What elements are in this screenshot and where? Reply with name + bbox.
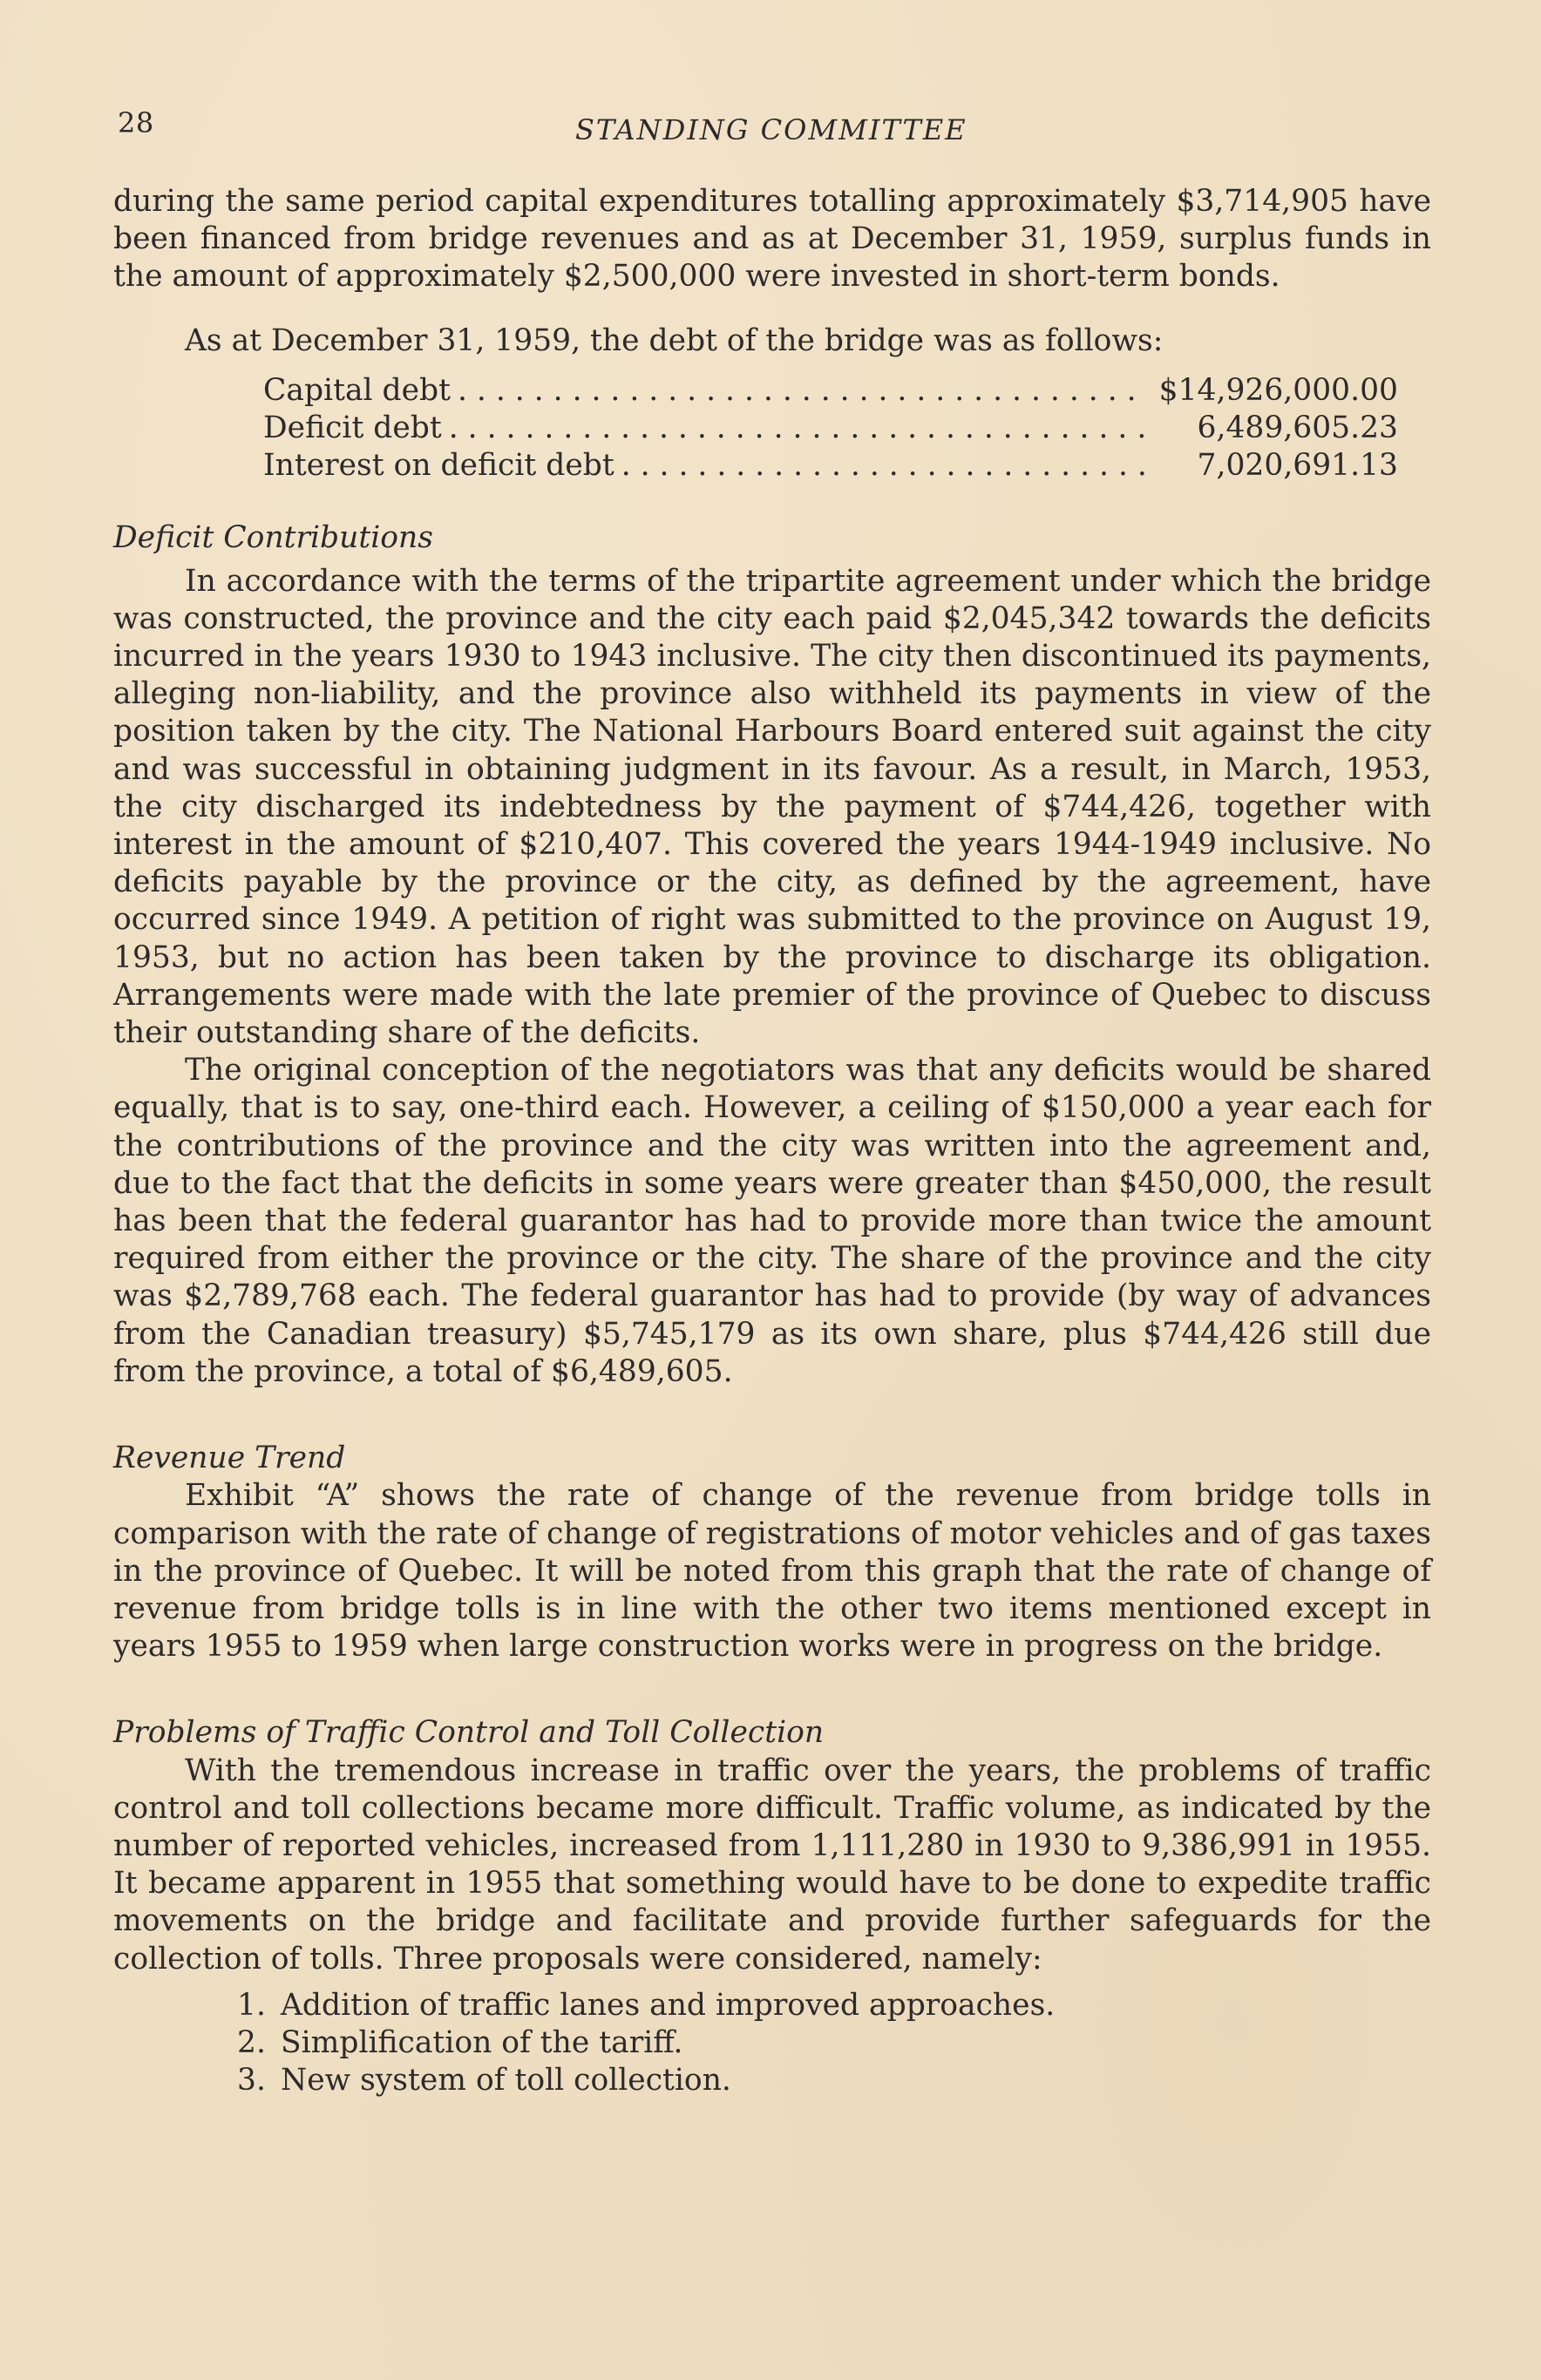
debt-row-capital <box>263 372 1398 410</box>
debt-table <box>263 372 1398 485</box>
intro-paragraph: during the same period capital expenditures totalling approximately $3,714,905 have been financed from bridge revenues and as at December 31, 1959, surplus funds in the amount of approximately $2,500,000 were invested in short-term bonds. <box>113 184 1431 295</box>
debt-label: Interest on deficit debt <box>263 448 614 484</box>
debt-label: Capital debt <box>263 372 451 408</box>
section-heading-deficit-contributions: Deficit Contributions <box>113 520 433 556</box>
page-number: 28 <box>118 106 154 139</box>
proposals-list <box>113 1987 1431 2100</box>
list-item <box>237 2024 1431 2062</box>
list-item-number: 1. <box>237 1987 266 2023</box>
dot-leader <box>621 447 1151 485</box>
debt-amount: $14,926,000.00 <box>1158 372 1398 408</box>
debt-amount: 6,489,605.23 <box>1197 410 1398 446</box>
traffic-control-paragraph: With the tremendous increase in traffic over the years, the problems of traffic control and toll collections became more difficult. Traffic volume, as indicated by the number of reported vehicles, increased from 1,111,280 in 1930 to 9,386,991 in 1955. It became apparent in 1955 that something would have to be done to expedite traffic movements on the bridge and facilitate and provide further safeguards for the collection of tolls. Three proposals were considered, namely: <box>113 1753 1431 1977</box>
dot-leader <box>458 372 1147 410</box>
debt-row-interest <box>263 447 1398 485</box>
dot-leader <box>449 410 1151 447</box>
revenue-trend-paragraph: Exhibit “A” shows the rate of change of the revenue from bridge tolls in comparison with the rate of change of registrations of motor vehicles and of gas taxes in the province of Quebec. It will be noted from this graph that the rate of change of revenue from bridge tolls is in line with the other two items mentioned except in years 1955 to 1959 when large construction works were in progress on the bridge. <box>113 1478 1431 1665</box>
list-item-text: Simplification of the tariff. <box>281 2024 683 2060</box>
section-heading-revenue-trend: Revenue Trend <box>113 1441 346 1476</box>
running-title: STANDING COMMITTEE <box>575 113 967 146</box>
list-item-text: Addition of traffic lanes and improved approaches. <box>281 1987 1056 2023</box>
debt-amount: 7,020,691.13 <box>1197 448 1398 484</box>
list-item <box>237 2062 1431 2099</box>
section-heading-traffic-control: Problems of Traffic Control and Toll Collection <box>113 1715 825 1751</box>
deficit-contributions-paragraph-2: The original conception of the negotiators was that any deficits would be shared equally, that is to say, one-third each. However, a ceiling of $150,000 a year each for the contributions of the province and the city was written into the agreement and, due to the fact that the deficits in some years were greater than $450,000, the result has been that the federal guarantor has had to provide more than twice the amount required from either the province or the city. The share of the province and the city was $2,789,768 each. The federal guarantor has had to provide (by way of advances from the Canadian treasury) $5,745,179 as its own share, plus $744,426 still due from the province, a total of $6,489,605. <box>113 1053 1431 1389</box>
debt-intro: As at December 31, 1959, the debt of the bridge was as follows: <box>185 322 1164 358</box>
list-item <box>237 1987 1431 2024</box>
debt-row-deficit <box>263 410 1398 447</box>
list-item-number: 3. <box>237 2063 266 2099</box>
list-item-number: 2. <box>237 2024 266 2060</box>
deficit-contributions-paragraph-1: In accordance with the terms of the tripartite agreement under which the bridge was constructed, the province and the city each paid $2,045,342 towards the deficits incurred in the years 1930 to 1943 inclusive. The city then discontinued its payments, alleging non-liability, and the province also withheld its payments in view of the position taken by the city. The National Harbours Board entered suit against the city and was successful in obtaining judgment in its favour. As a result, in March, 1953, the city discharged its indebtedness by the payment of $744,426, together with interest in the amount of $210,407. This covered the years 1944-1949 inclusive. No deficits payable by the province or the city, as defined by the agreement, have occurred since 1949. A petition of right was submitted to the province on August 19, 1953, but no action has been taken by the province to discharge its obligation. Arrangements were made with the late premier of the province of Quebec to discuss their outstanding share of the deficits. <box>113 563 1431 1051</box>
debt-label: Deficit debt <box>263 410 442 446</box>
list-item-text: New system of toll collection. <box>281 2063 731 2099</box>
page-body <box>113 183 1431 2099</box>
